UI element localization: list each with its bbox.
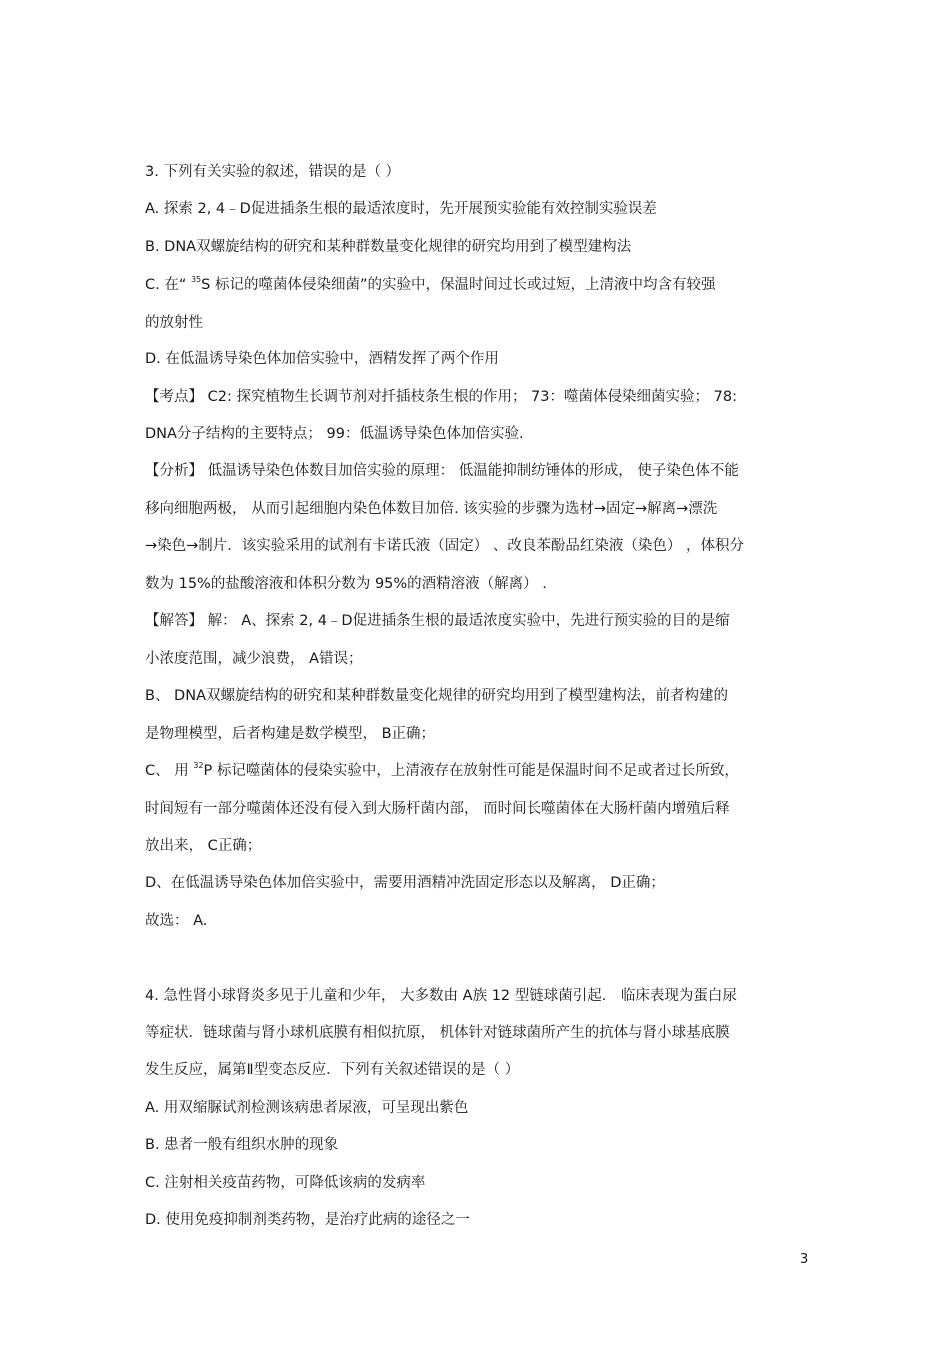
question-3-option-d: D. 在低温诱导染色体加倍实验中，酒精发挥了两个作用	[145, 351, 499, 367]
question-3-option-c	[145, 276, 715, 294]
question-4-option-d: D. 使用免疫抑制剂类药物，是治疗此病的途径之一	[145, 1212, 470, 1228]
option-c-text: S 标记的噬菌体侵染细菌”的实验中，保温时间过长或过短，上清液中均含有较强	[201, 277, 716, 293]
question-4-stem-2: 等症状．链球菌与肾小球机底膜有相似抗原， 机体针对链球菌所产生的抗体与肾小球基底膜	[145, 1025, 730, 1041]
fenxi-line-1: 【分析】 低温诱导染色体数目加倍实验的原理： 低温能抑制纺锤体的形成， 使子染色体不能	[145, 463, 739, 479]
question-4-option-a: A. 用双缩脲试剂检测该病患者尿液，可呈现出紫色	[145, 1100, 469, 1116]
question-3-stem: 3. 下列有关实验的叙述，错误的是（ ）	[145, 164, 401, 180]
question-4-option-c: C. 注射相关疫苗药物，可降低该病的发病率	[145, 1175, 426, 1191]
kaodian-line-1: 【考点】 C2: 探究植物生长调节剂对扦插枝条生根的作用； 73：噬菌体侵染细菌实验； 78:	[145, 389, 737, 405]
jieda-line-1: 【解答】 解： A、探索 2, 4﹣D促进插条生根的最适浓度实验中，先进行预实验的目的是缩	[145, 613, 730, 629]
jieda-line-7: 放出来， C正确；	[145, 838, 262, 854]
question-3-option-a: A. 探索 2, 4﹣D促进插条生根的最适浓度时，先开展预实验能有效控制实验误差	[145, 201, 657, 217]
option-c-prefix: C. 在“	[145, 277, 191, 293]
question-4-stem-1: 4. 急性肾小球肾炎多见于儿童和少年， 大多数由 A族 12 型链球菌引起． 临床表现为蛋白尿	[145, 988, 737, 1004]
jieda-line-8: D、在低温诱导染色体加倍实验中，需要用酒精冲洗固定形态以及解离， D正确；	[145, 875, 665, 891]
isotope-superscript: 35	[190, 275, 202, 284]
fenxi-line-4: 数为 15%的盐酸溶液和体积分数为 95%的酒精溶液（解离） .	[145, 576, 547, 592]
question-3-option-c-continued: 的放射性	[145, 315, 203, 331]
page-number: 3	[800, 1252, 809, 1267]
question-4-option-b: B. 患者一般有组织水肿的现象	[145, 1137, 339, 1153]
jieda-line-3: B、 DNA双螺旋结构的研究和某种群数量变化规律的研究均用到了模型建构法，前者构建的	[145, 688, 728, 704]
jieda-line-2: 小浓度范围，减少浪费， A错误；	[145, 651, 363, 667]
question-3-answer: 故选： A.	[145, 913, 208, 929]
isotope-superscript: 32	[193, 761, 204, 770]
fenxi-line-2: 移向细胞两极， 从而引起细胞内染色体数目加倍. 该实验的步骤为选材→固定→解离→漂洗	[145, 501, 718, 517]
jieda-line-5-text: P 标记噬菌体的侵染实验中，上清液存在放射性可能是保温时间不足或者过长所致，	[203, 763, 739, 779]
question-4-stem-3: 发生反应，属第Ⅱ型变态反应．下列有关叙述错误的是（ ）	[145, 1062, 520, 1078]
jieda-line-5	[145, 762, 739, 780]
jieda-line-4: 是物理模型，后者构建是数学模型， B正确；	[145, 726, 436, 742]
kaodian-line-2: DNA分子结构的主要特点； 99：低温诱导染色体加倍实验.	[145, 426, 524, 442]
fenxi-line-3: →染色→制片．该实验采用的试剂有卡诺氏液（固定） 、改良苯酚品红染液（染色） ，体积分	[145, 538, 745, 554]
jieda-line-6: 时间短有一部分噬菌体还没有侵入到大肠杆菌内部， 而时间长噬菌体在大肠杆菌内增殖后释	[145, 801, 730, 817]
question-3-option-b: B. DNA双螺旋结构的研究和某种群数量变化规律的研究均用到了模型建构法	[145, 239, 632, 255]
jieda-line-5-prefix: C、 用	[145, 763, 194, 779]
